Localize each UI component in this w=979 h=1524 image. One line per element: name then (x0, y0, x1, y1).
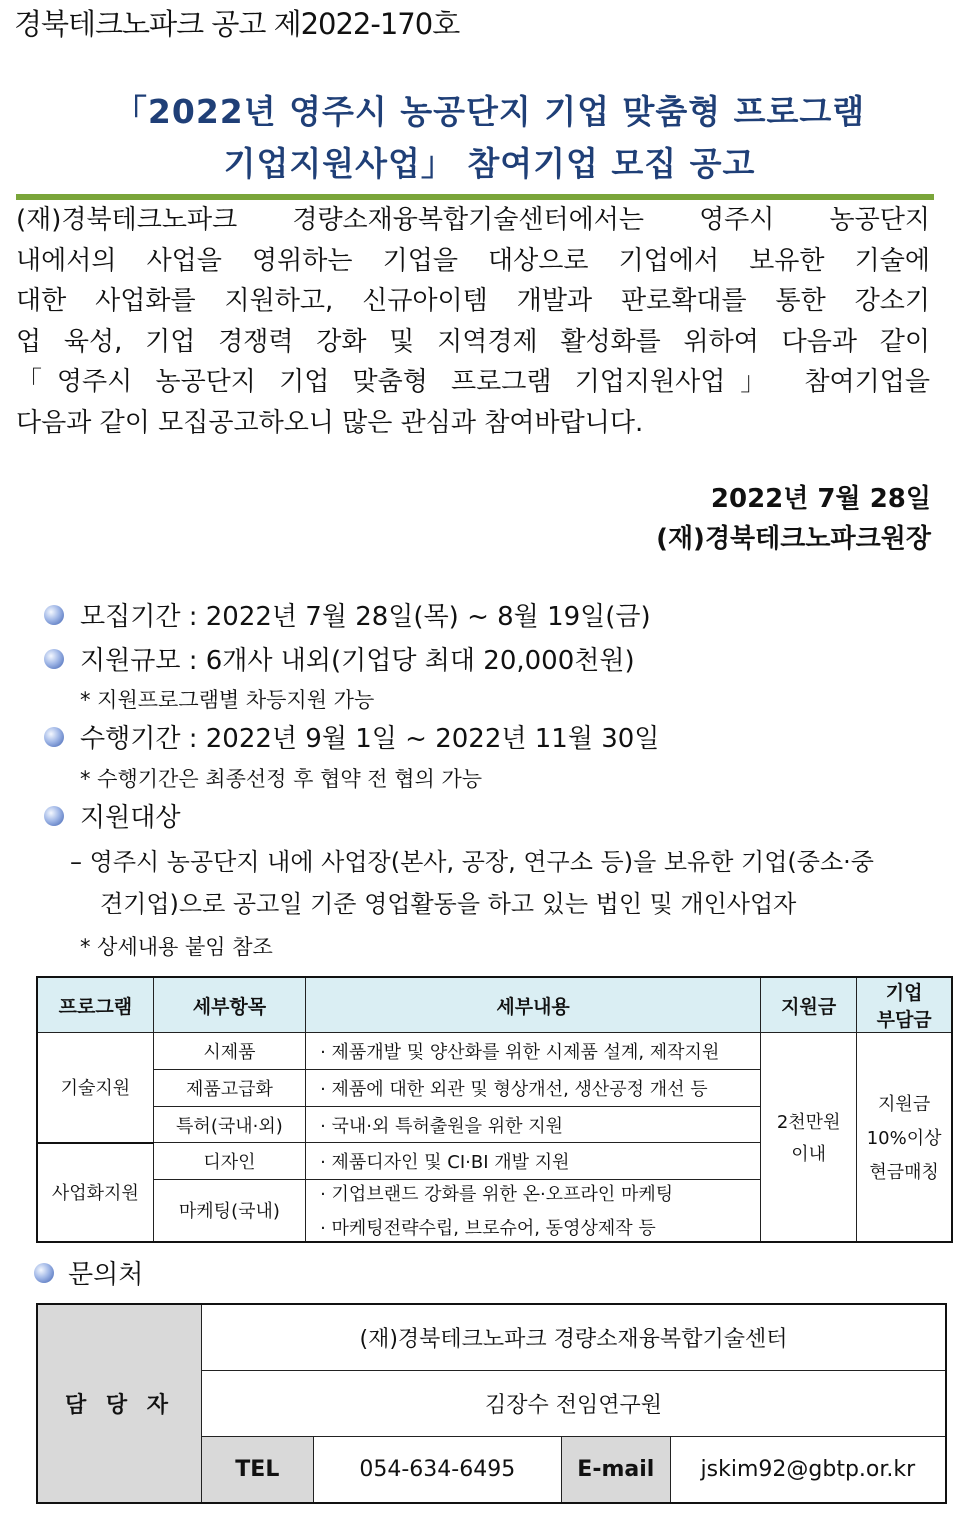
title-line-1: 「2022년 영주시 농공단지 기업 맞춤형 프로그램 (113, 92, 866, 131)
email-value[interactable]: jskim92@gbtp.or.kr (670, 1437, 946, 1504)
row-content: · 제품에 대한 외관 및 형상개선, 생산공정 개선 등 (306, 1070, 761, 1107)
support-scale-item (44, 640, 635, 677)
bullet-icon (34, 1263, 54, 1283)
row-content: · 제품디자인 및 CI·BI 개발 지원 (306, 1143, 761, 1180)
header-item: 세부항목 (153, 977, 305, 1033)
intro-line: 대한 사업화를 지원하고, 신규아이템 개발과 판로확대를 통한 강소기 (16, 286, 930, 316)
bullet-icon (44, 605, 64, 625)
group-tech-support: 기술지원 (37, 1033, 153, 1143)
issuer: (재)경북테크노파크원장 (656, 524, 931, 554)
row-item: 마케팅(국내) (153, 1180, 305, 1242)
recruit-period-item (44, 596, 651, 633)
target-note: * 상세내용 붙임 참조 (80, 935, 273, 959)
group-biz-support: 사업화지원 (37, 1143, 153, 1242)
row-item: 특허(국내·외) (153, 1107, 305, 1143)
target-item (44, 797, 180, 834)
notice-date: 2022년 7월 28일 (710, 484, 931, 514)
header-burden (857, 977, 952, 1033)
burden-line-2: 10%이상 (866, 1127, 942, 1149)
row-content (306, 1180, 761, 1242)
intro-line: 다음과 같이 모집공고하오니 많은 관심과 참여바랍니다. (16, 407, 644, 438)
header-content: 세부내용 (306, 977, 761, 1033)
grant-line-2: 이내 (791, 1143, 827, 1165)
perform-period-note: * 수행기간은 최종선정 후 협약 전 협의 가능 (80, 767, 483, 791)
intro-line: 「영주시 농공단지 기업 맞춤형 프로그램 기업지원사업」 참여기업을 (16, 367, 930, 397)
bullet-icon (44, 649, 64, 669)
contact-section-heading (34, 1254, 143, 1291)
header-grant: 지원금 (761, 977, 857, 1033)
intro-line: 내에서의 사업을 영위하는 기업을 대상으로 기업에서 보유한 기술에 (16, 245, 930, 276)
contact-org: (재)경북테크노파크 경량소재융복합기술센터 (201, 1304, 946, 1371)
burden-cell (857, 1033, 952, 1242)
program-table (36, 976, 953, 1243)
contact-person: 김장수 전임연구원 (201, 1371, 946, 1437)
row-content: · 제품개발 및 양산화를 위한 시제품 설계, 제작지원 (306, 1033, 761, 1070)
target-heading: 지원대상 (80, 803, 181, 833)
row-item: 디자인 (153, 1143, 305, 1180)
table-row (37, 1033, 952, 1070)
contact-row-org (37, 1304, 946, 1371)
bullet-icon (44, 806, 64, 826)
title-line-2: 기업지원사업」 참여기업 모집 공고 (223, 144, 756, 183)
contact-section-label: 문의처 (68, 1260, 144, 1290)
header-program: 프로그램 (37, 977, 153, 1033)
perform-period-text: 수행기간 : 2022년 9월 1일 ~ 2022년 11월 30일 (80, 724, 660, 754)
recruit-period-text: 모집기간 : 2022년 7월 28일(목) ~ 8월 19일(금) (80, 602, 651, 632)
perform-period-item (44, 718, 659, 755)
burden-line-3: 현금매칭 (869, 1161, 939, 1183)
intro-line: 업 육성, 기업 경쟁력 강화 및 지역경제 활성화를 위하여 다음과 같이 (16, 326, 930, 357)
row-content-line-1: · 기업브랜드 강화를 위한 온·오프라인 마케팅 (320, 1184, 674, 1206)
intro-paragraph (16, 200, 930, 443)
table-header-row (37, 977, 952, 1033)
burden-line-1: 지원금 (878, 1093, 931, 1115)
grant-cell (761, 1033, 857, 1242)
grant-line-1: 2천만원 (776, 1111, 841, 1133)
support-scale-note: * 지원프로그램별 차등지원 가능 (80, 688, 375, 712)
target-desc-line-1: – 영주시 농공단지 내에 사업장(본사, 공장, 연구소 등)을 보유한 기업(중소·중 (70, 848, 874, 876)
email-label: E-mail (561, 1437, 670, 1504)
notice-number: 경북테크노파크 공고 제2022-170호 (14, 7, 460, 41)
tel-label: TEL (201, 1437, 313, 1504)
intro-line: (재)경북테크노파크 경량소재융복합기술센터에서는 영주시 농공단지 (16, 205, 930, 235)
role-label: 담 당 자 (37, 1304, 201, 1503)
bullet-icon (44, 727, 64, 747)
contact-table (36, 1303, 947, 1504)
row-item: 시제품 (153, 1033, 305, 1070)
header-burden-line-1: 기업 (885, 982, 923, 1004)
target-desc-line-2: 견기업)으로 공고일 기준 영업활동을 하고 있는 법인 및 개인사업자 (100, 890, 797, 918)
support-scale-text: 지원규모 : 6개사 내외(기업당 최대 20,000천원) (80, 646, 635, 676)
header-burden-line-2: 부담금 (876, 1009, 932, 1031)
tel-value: 054-634-6495 (313, 1437, 561, 1504)
row-item: 제품고급화 (153, 1070, 305, 1107)
row-content: · 국내·외 특허출원을 위한 지원 (306, 1107, 761, 1143)
row-content-line-2: · 마케팅전략수립, 브로슈어, 동영상제작 등 (320, 1218, 656, 1240)
